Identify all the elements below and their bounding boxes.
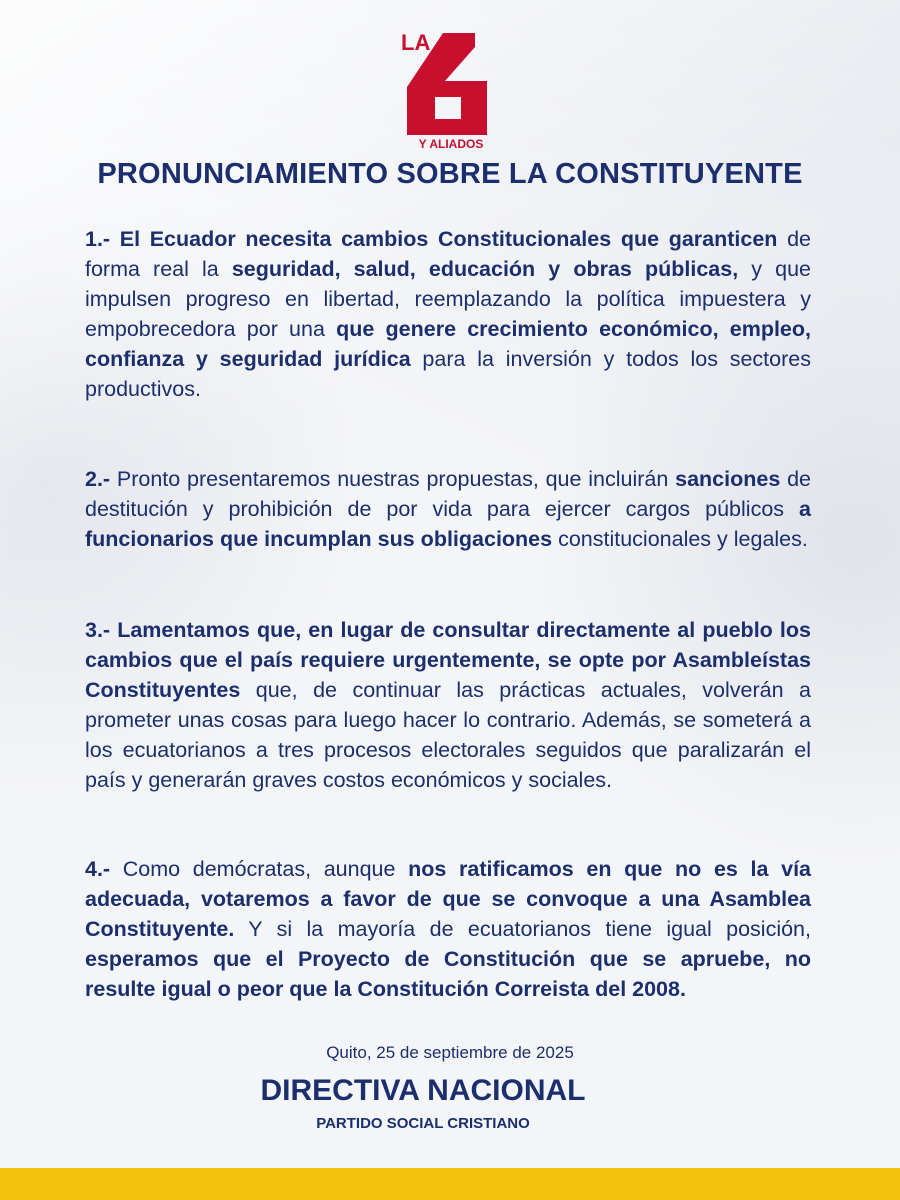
- paragraph-4-segment: Como demócratas, aunque: [110, 857, 409, 881]
- paragraph-3-segment: 3.- Lamentamos que, en lugar de consultar directamente al pueblo los cambios que el país requiere urgentemente, se opte por Asambleístas Constituyentes: [85, 618, 811, 702]
- paragraph-1-segment: de forma real la: [85, 227, 811, 281]
- paragraph-2-segment: 2.-: [85, 467, 111, 491]
- logo-bottom-text: Y ALIADOS: [418, 137, 484, 151]
- signature-subtitle: PARTIDO SOCIAL CRISTIANO: [316, 1115, 530, 1132]
- paragraph-3-segment: que, de continuar las prácticas actuales, volverán a prometer unas cosas para luego hacer lo contrario. Además, se someterá a los ecuatorianos a tres procesos electorales seguidos que paralizarán el país y generarán graves costos económicos y sociales.: [85, 678, 811, 792]
- paragraph-2-segment: Pronto presentaremos nuestras propuestas, que incluirán: [110, 467, 676, 491]
- paragraph-2-segment: constitucionales y legales.: [552, 527, 808, 551]
- date-line: Quito, 25 de septiembre de 2025: [326, 1043, 574, 1062]
- paragraph-4-segment: Y si la mayoría de ecuatorianos tiene igual posición,: [234, 917, 811, 941]
- page-title: PRONUNCIAMIENTO SOBRE LA CONSTITUYENTE: [97, 158, 803, 190]
- paragraph-4-segment: 4.-: [85, 857, 111, 881]
- paragraph-2-segment: de destitución y prohibición de por vida para ejercer cargos públicos: [85, 467, 811, 521]
- paragraph-2: [85, 464, 811, 554]
- paragraph-2-segment: sanciones: [675, 467, 781, 491]
- signature-title: DIRECTIVA NACIONAL: [260, 1074, 586, 1107]
- paragraph-1-segment: 1.- El Ecuador necesita cambios Constitucionales que garanticen: [85, 227, 778, 251]
- paragraph-1-segment: para la inversión y todos los sectores productivos.: [85, 347, 811, 401]
- paragraph-4-segment: nos ratificamos en que no es la vía adecuada, votaremos a favor de que se convoque a una Asamblea Constituyente.: [85, 857, 812, 941]
- paragraph-3: [85, 615, 811, 795]
- paragraph-1-segment: que genere crecimiento económico, empleo, confianza y seguridad jurídica: [85, 317, 811, 371]
- logo-top-text: LA: [401, 30, 431, 55]
- bottom-bar: [0, 1168, 900, 1200]
- paragraph-1-segment: seguridad, salud, educación y obras públicas,: [231, 257, 739, 281]
- paragraph-1-segment: y que impulsen progreso en libertad, reemplazando la política impuestera y empobrecedora por una: [85, 257, 811, 341]
- paragraph-4-segment: esperamos que el Proyecto de Constitución que se apruebe, no resulte igual o peor que la Constitución Correista del 2008.: [85, 947, 811, 1001]
- paragraph-4: [85, 854, 811, 1004]
- party-logo: [395, 25, 507, 155]
- paragraph-1: [85, 224, 811, 404]
- paragraph-2-segment: a funcionarios que incumplan sus obligaciones: [85, 497, 811, 551]
